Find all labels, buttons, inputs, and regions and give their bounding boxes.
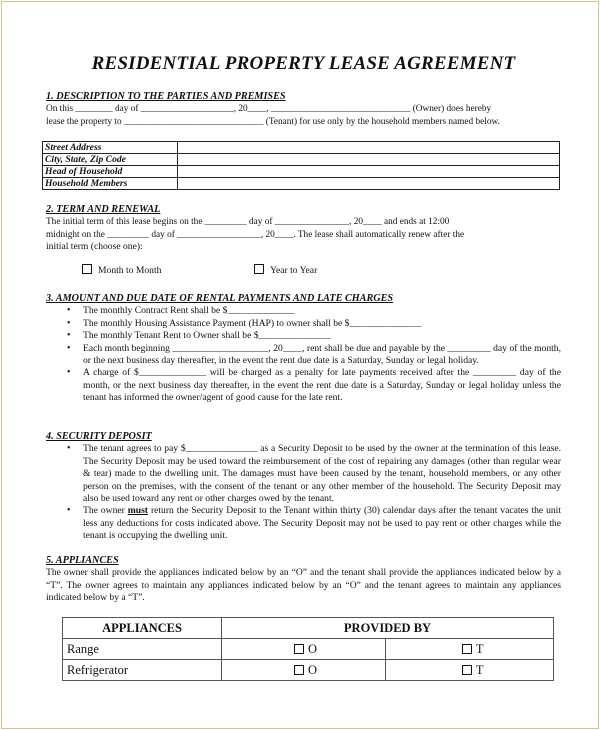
head-of-household-field[interactable]: [178, 166, 560, 178]
checkbox-icon[interactable]: [462, 644, 472, 654]
section-1-line-1: On this ________ day of ____________________, 20____, ______________________________ (Owner) does hereby: [46, 104, 492, 115]
table-row: [63, 639, 554, 660]
section-4-heading: 4. SECURITY DEPOSIT: [46, 431, 152, 442]
household-info-table: [42, 141, 560, 190]
deposit-list: [46, 443, 561, 542]
row-label-head-of-household: Head of Household: [43, 166, 178, 178]
section-1-heading: 1. DESCRIPTION TO THE PARTIES AND PREMISES: [46, 91, 286, 102]
section-2-para-1: The initial term of this lease begins on the _________ day of ________________, 20____ and ends at 12:00: [46, 217, 450, 228]
section-2-para-3: initial term (choose one):: [46, 241, 143, 253]
option-month-label: Month to Month: [98, 265, 162, 276]
table-row: [43, 154, 560, 166]
household-members-field[interactable]: [178, 178, 560, 190]
row-label-household-members: Household Members: [43, 178, 178, 190]
document-title: RESIDENTIAL PROPERTY LEASE AGREEMENT: [91, 53, 516, 74]
list-item: • The monthly Housing Assistance Payment (HAP) to owner shall be $_______________: [46, 318, 561, 330]
list-item: • The tenant agrees to pay $_______________ as a Security Deposit to be used by the owner at the termination of this lease. The Security Deposit may be used toward the reimbursement of the cost of repairing any damages (other than regular wear & tear) made to the dwelling unit. The damages must have been caused by the tenant, household members, or any other person on the premises, with the consent of the tenant or any other member of the household. The Security Deposit may also be used toward any rent or other charges owed by the tenant.: [46, 443, 561, 505]
deposit-text-pre: The owner: [83, 505, 128, 517]
list-item: • A charge of $______________ will be charged as a penalty for late payments received after the _________ day of the month, or the next business day thereafter, in the event the rent due date is a Saturday, Sunday or legal holiday unless the tenant has informed the owner/agent of good cause for the late rent.: [46, 367, 561, 404]
city-state-zip-field[interactable]: [178, 154, 560, 166]
section-2-para-2: midnight on the _________ day of __________________, 20____. The lease shall automatically renew after the: [46, 229, 465, 240]
list-item: • The monthly Contract Rent shall be $______________: [46, 305, 561, 317]
list-item: • The monthly Tenant Rent to Owner shall be $_______________: [46, 330, 561, 342]
section-1-line-2: lease the property to ______________________________ (Tenant) for use only by the household members named below.: [46, 116, 500, 127]
deposit-text-must: must: [127, 505, 149, 517]
section-3-heading: 3. AMOUNT AND DUE DATE OF RENTAL PAYMENTS AND LATE CHARGES: [46, 293, 394, 304]
owner-option-cell[interactable]: [222, 660, 386, 681]
appliance-name: Refrigerator: [63, 660, 222, 681]
list-item: • Each month beginning ____________________, 20____, rent shall be due and payable by the _________ day of the month, or the next business day thereafter, in the event the rent due date is a Saturday, Sunday or legal holiday.: [46, 343, 561, 368]
checkbox-icon[interactable]: [294, 644, 304, 654]
section-2-heading: 2. TERM AND RENEWAL: [46, 204, 161, 215]
table-row: [63, 660, 554, 681]
table-row: [63, 618, 554, 639]
row-label-street-address: Street Address: [43, 142, 178, 154]
tenant-option-cell[interactable]: [385, 660, 553, 681]
owner-option-cell[interactable]: [222, 639, 386, 660]
owner-option-label: O: [308, 641, 318, 656]
row-label-city-state-zip: City, State, Zip Code: [43, 154, 178, 166]
appliances-column-header: APPLIANCES: [63, 618, 222, 639]
checkbox-icon[interactable]: [82, 264, 92, 274]
tenant-option-cell[interactable]: [385, 639, 553, 660]
owner-option-label: O: [308, 662, 318, 677]
rent-list: [46, 305, 561, 404]
renewal-option-month[interactable]: [82, 264, 161, 277]
section-5-para: The owner shall provide the appliances indicated below by an “O” and the tenant shall provide the appliances indicated below by a “T”. The owner agrees to maintain any appliances indicated below by an “O” and the tenant agrees to maintain any appliances indicated below by a “T”.: [46, 567, 561, 604]
option-year-label: Year to Year: [270, 265, 318, 276]
tenant-option-label: T: [475, 662, 484, 677]
provided-by-column-header: PROVIDED BY: [222, 618, 554, 639]
table-row: [43, 142, 560, 154]
checkbox-icon[interactable]: [254, 264, 264, 274]
appliance-name: Range: [63, 639, 222, 660]
checkbox-icon[interactable]: [462, 665, 472, 675]
table-row: [43, 166, 560, 178]
table-row: [43, 178, 560, 190]
section-5-heading: 5. APPLIANCES: [46, 555, 119, 566]
tenant-option-label: T: [475, 641, 484, 656]
checkbox-icon[interactable]: [294, 665, 304, 675]
appliances-table: [62, 617, 554, 681]
renewal-option-year[interactable]: [254, 264, 317, 277]
deposit-text-post: return the Security Deposit to the Tenant within thirty (30) calendar days after the tenant vacates the unit less any deductions for costs indicated above. The Security Deposit may not be used to pay rent or other charges while the tenant is occupying the dwelling unit.: [83, 505, 562, 542]
list-item: [46, 505, 561, 542]
street-address-field[interactable]: [178, 142, 560, 154]
